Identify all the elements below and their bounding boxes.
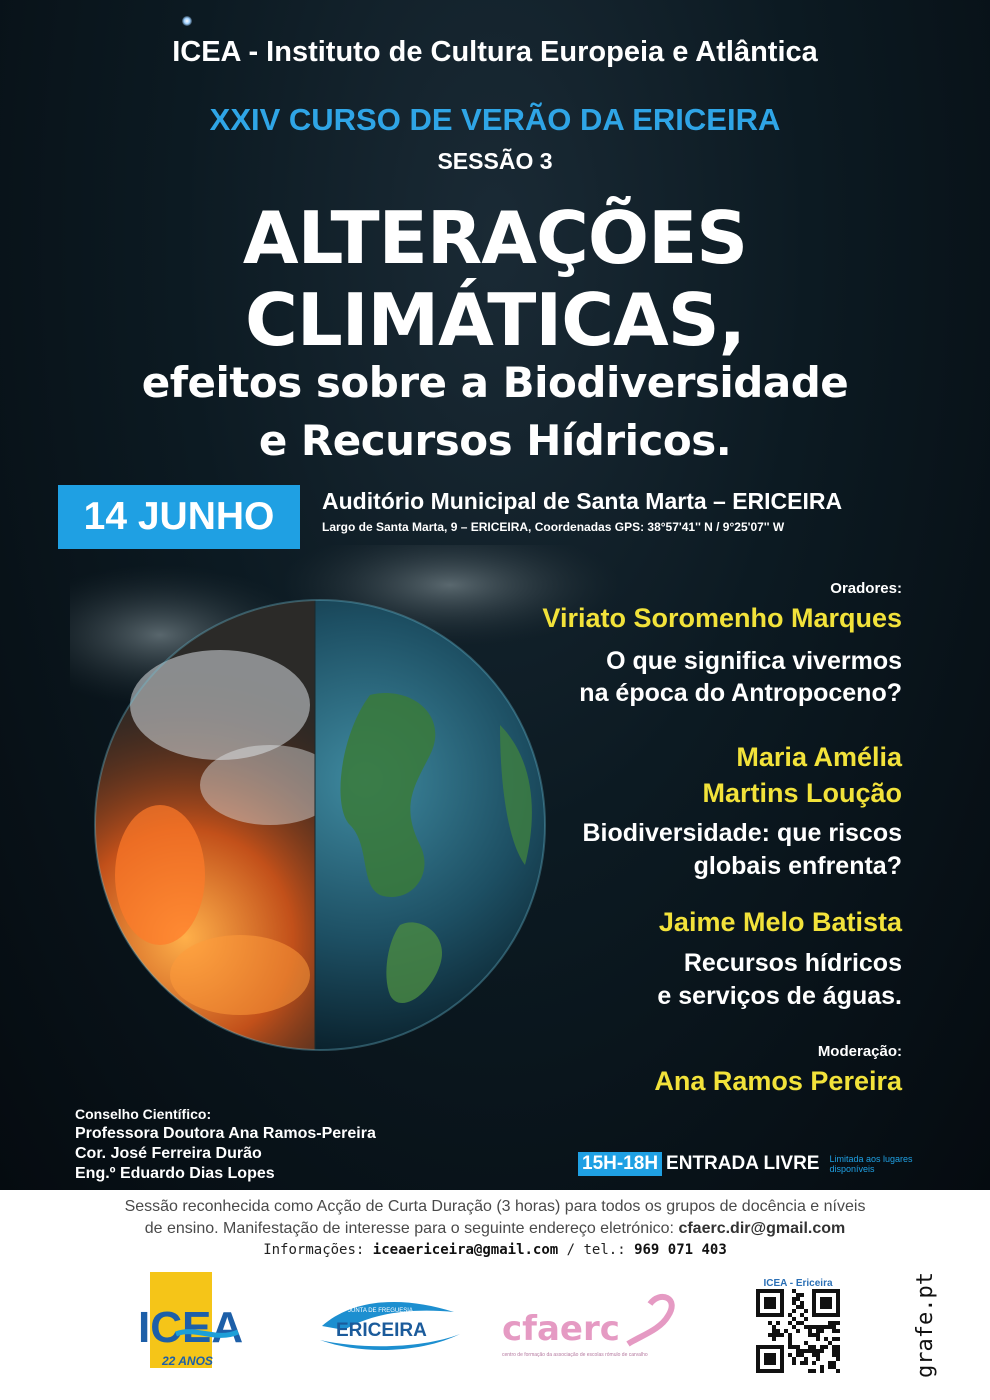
- session-label: SESSÃO 3: [437, 148, 553, 174]
- qr-code-icon[interactable]: [756, 1289, 840, 1373]
- headline-line-2: CLIMÁTICAS,: [245, 278, 745, 362]
- course-title: XXIV CURSO DE VERÃO DA ERICEIRA: [209, 102, 781, 137]
- grafe-credit-svg: [892, 1270, 952, 1380]
- schedule-time: 15H-18H: [578, 1152, 662, 1176]
- cfaerc-name-text: cfaerc: [502, 1309, 620, 1349]
- phone-number[interactable]: 969 071 403: [634, 1242, 727, 1258]
- cfaerc-email-link[interactable]: cfaerc.dir@gmail.com: [678, 1220, 846, 1237]
- cfaerc-logo-icon: [500, 1290, 690, 1362]
- icea-email-link[interactable]: iceaericeira@gmail.com: [372, 1242, 559, 1258]
- schedule-row: [578, 1152, 924, 1176]
- scientific-council: [75, 1104, 376, 1184]
- info-label: Informações:: [263, 1242, 373, 1258]
- icea-logo: [136, 1272, 246, 1372]
- headline-line-1: ALTERAÇÕES: [242, 196, 748, 280]
- free-entry-label: ENTRADA LIVRE: [666, 1153, 820, 1174]
- subheadline-line-2: e Recursos Hídricos.: [258, 416, 732, 465]
- icea-logo-icon: [136, 1272, 246, 1372]
- ericeira-name-text: ERICEIRA: [336, 1320, 427, 1341]
- qr-code-block: [756, 1278, 840, 1376]
- council-member: Professora Doutora Ana Ramos-Pereira: [75, 1125, 376, 1142]
- grafe-credit: [892, 1270, 952, 1380]
- contact-info: [0, 1242, 990, 1258]
- icea-years-text: 22 ANOS: [162, 1354, 213, 1368]
- grafe-text: grafe.pt: [913, 1272, 938, 1378]
- moderator-name: Ana Ramos Pereira: [654, 1066, 902, 1096]
- speaker-2-talk-line-2: globais enfrenta?: [693, 852, 902, 880]
- speaker-2-talk-line-1: Biodiversidade: que riscos: [582, 819, 902, 847]
- speaker-2-name-line-1: Maria Amélia: [736, 742, 902, 772]
- event-address: Largo de Santa Marta, 9 – ERICEIRA, Coordenadas GPS: 38°57'41'' N / 9°25'07'' W: [322, 520, 785, 534]
- info-separator: / tel.:: [558, 1242, 635, 1258]
- speaker-3-talk-line-1: Recursos hídricos: [683, 949, 902, 977]
- speaker-3-name: Jaime Melo Batista: [658, 907, 902, 937]
- footer-line-1: Sessão reconhecida como Acção de Curta Duração (3 horas) para todos os grupos de docência e níveis: [124, 1198, 866, 1215]
- speaker-2-name-line-2: Martins Loução: [702, 778, 902, 808]
- ericeira-logo: [314, 1296, 464, 1354]
- cfaerc-logo: [500, 1290, 690, 1362]
- council-member: Cor. José Ferreira Durão: [75, 1145, 262, 1162]
- moderation-label: Moderação:: [817, 1043, 902, 1060]
- star-sparkle-icon: [182, 16, 192, 26]
- footer-notice: [0, 1196, 990, 1240]
- speaker-1-talk-line-1: O que significa vivermos: [606, 647, 902, 675]
- icea-logo-text: ICEA: [138, 1303, 244, 1352]
- org-title: ICEA - Instituto de Cultura Europeia e Atlântica: [172, 36, 818, 68]
- footer-line-2-text: de ensino. Manifestação de interesse para o seguinte endereço eletrónico:: [144, 1220, 679, 1237]
- speaker-3-talk-line-2: e serviços de águas.: [657, 982, 902, 1010]
- council-member: Eng.º Eduardo Dias Lopes: [75, 1165, 275, 1182]
- speaker-1-name: Viriato Soromenho Marques: [542, 603, 902, 633]
- ericeira-small-text: JUNTA DE FREGUESIA: [348, 1308, 413, 1314]
- limited-seats-note: Limitada aos lugares disponíveis: [829, 1154, 913, 1174]
- cfaerc-sub-text: centro de formação da associação de escolas rómulo de carvalho: [502, 1352, 648, 1358]
- subheadline-line-1: efeitos sobre a Biodiversidade: [141, 358, 849, 407]
- event-venue: Auditório Municipal de Santa Marta – ERICEIRA: [322, 488, 843, 514]
- event-date: 14 JUNHO: [58, 485, 300, 549]
- ericeira-wave-icon: [314, 1296, 464, 1354]
- council-title: Conselho Científico:: [75, 1106, 212, 1122]
- speakers-label: Oradores:: [830, 580, 902, 597]
- qr-title: ICEA - Ericeira: [763, 1278, 833, 1289]
- footer-line-2: [0, 1218, 990, 1240]
- speaker-1-talk-line-2: na época do Antropoceno?: [579, 679, 902, 707]
